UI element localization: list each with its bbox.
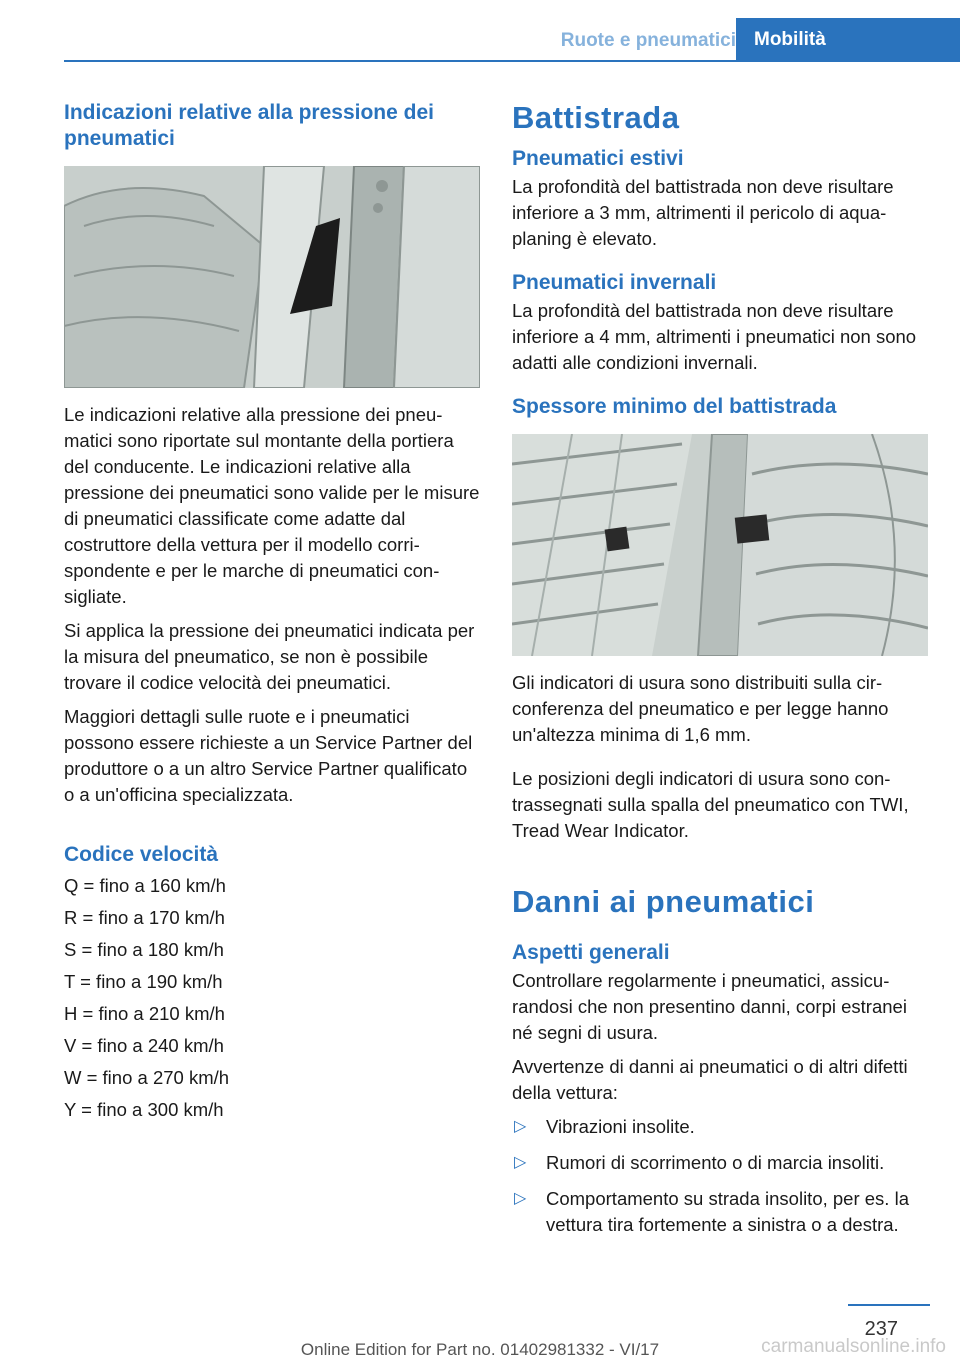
wear-indicators-text: Gli indicatori di usura sono distribuiti sulla circonferenza del pneumatico e per legge hanno un'altezza minima di 1,6 mm. (512, 672, 889, 745)
tread-wear-illustration (512, 434, 928, 656)
header-rule (64, 60, 960, 62)
triangle-bullet-icon: ▷ (514, 1154, 527, 1171)
speed-code-item: Y = fino a 300 km/h (64, 1099, 224, 1120)
speed-code-item: S = fino a 180 km/h (64, 939, 224, 960)
speed-code-item: W = fino a 270 km/h (64, 1067, 230, 1088)
page-number: 237 (864, 1318, 898, 1340)
list-item (512, 1114, 930, 1140)
speed-code-item: H = fino a 210 km/h (64, 1003, 225, 1024)
triangle-bullet-icon: ▷ (514, 1190, 527, 1207)
section-tab: Ruote e pneumatici (560, 30, 736, 51)
door-pillar-illustration (64, 166, 480, 388)
list-item-text: Rumori di scorrimento o di marcia insoliti. (546, 1152, 885, 1173)
tread-title: Battistrada (512, 100, 680, 135)
general-aspects-heading: Aspetti generali (512, 941, 670, 964)
wear-positions-text: Le posizioni degli indicatori di usura sono contrassegnati sulla spalla del pneumatico con TWI, Tread Wear Indicator. (512, 768, 909, 841)
watermark: carmanualsonline.info (761, 1336, 946, 1357)
damage-warning-text: Avvertenze di danni ai pneumatici o di altri difetti della vettura: (512, 1056, 908, 1103)
list-item-text: Vibrazioni insolite. (546, 1116, 695, 1137)
speed-code-item: V = fino a 240 km/h (64, 1035, 224, 1056)
summer-tires-text: La profondità del battistrada non deve risultare inferiore a 3 mm, altrimenti il pericolo di aquaplaning è elevato. (512, 176, 894, 249)
list-item (512, 1186, 930, 1238)
speed-code-item: Q = fino a 160 km/h (64, 875, 226, 896)
pressure-paragraph-3: Maggiori dettagli sulle ruote e i pneumatici possono essere richieste a un Service Partner del produttore o a un altro Service Partner qualificato o a un'officina specializzata. (64, 706, 473, 805)
damage-symptom-list (512, 1114, 930, 1238)
min-tread-heading: Spessore minimo del battistrada (512, 395, 837, 418)
tire-pressure-heading: Indicazioni relative alla pressione dei pneumatici (64, 101, 434, 150)
winter-tires-text: La profondità del battistrada non deve risultare inferiore a 4 mm, altrimenti i pneumatici non sono adatti alle condizioni invernali. (512, 300, 917, 373)
pressure-paragraph-2: Si applica la pressione dei pneumatici indicata per la misura del pneumatico, se non è possibile trovare il codice velocità dei pneumatici. (64, 620, 475, 693)
left-column (64, 100, 480, 1126)
list-item (512, 1150, 930, 1176)
speed-code-heading: Codice velocità (64, 843, 219, 866)
page-header (64, 0, 960, 62)
triangle-bullet-icon: ▷ (514, 1118, 527, 1135)
speed-code-item: T = fino a 190 km/h (64, 971, 223, 992)
speed-code-list (64, 870, 480, 1126)
tread-drawing (512, 434, 928, 656)
summer-tires-heading: Pneumatici estivi (512, 147, 684, 170)
right-column (512, 100, 930, 1248)
speed-code-item: R = fino a 170 km/h (64, 907, 225, 928)
door-pillar-drawing (64, 166, 480, 388)
general-aspects-text: Controllare regolarmente i pneumatici, assicurandosi che non presentino danni, corpi estranei né segni di usura. (512, 970, 907, 1043)
active-chapter-tab: Mobilità (736, 18, 960, 60)
list-item-text: Comportamento su strada insolito, per es. la vettura tira fortemente a sinistra o a destra. (546, 1188, 909, 1235)
pressure-paragraph-1: Le indicazioni relative alla pressione dei pneumatici sono riportate sul montante della portiera del conducente. Le indicazioni relative alla pressione dei pneumatici sono valide per le misure di pneumatici classificate come adatte dal costruttore della vettura per il modello corrispondente e per le marche di pneumatici consigliate. (64, 404, 480, 607)
footer-rule (848, 1304, 930, 1306)
winter-tires-heading: Pneumatici invernali (512, 271, 717, 294)
tire-damage-title: Danni ai pneumatici (512, 884, 815, 919)
edition-line: Online Edition for Part no. 01402981332 - VI/17 (300, 1340, 660, 1359)
